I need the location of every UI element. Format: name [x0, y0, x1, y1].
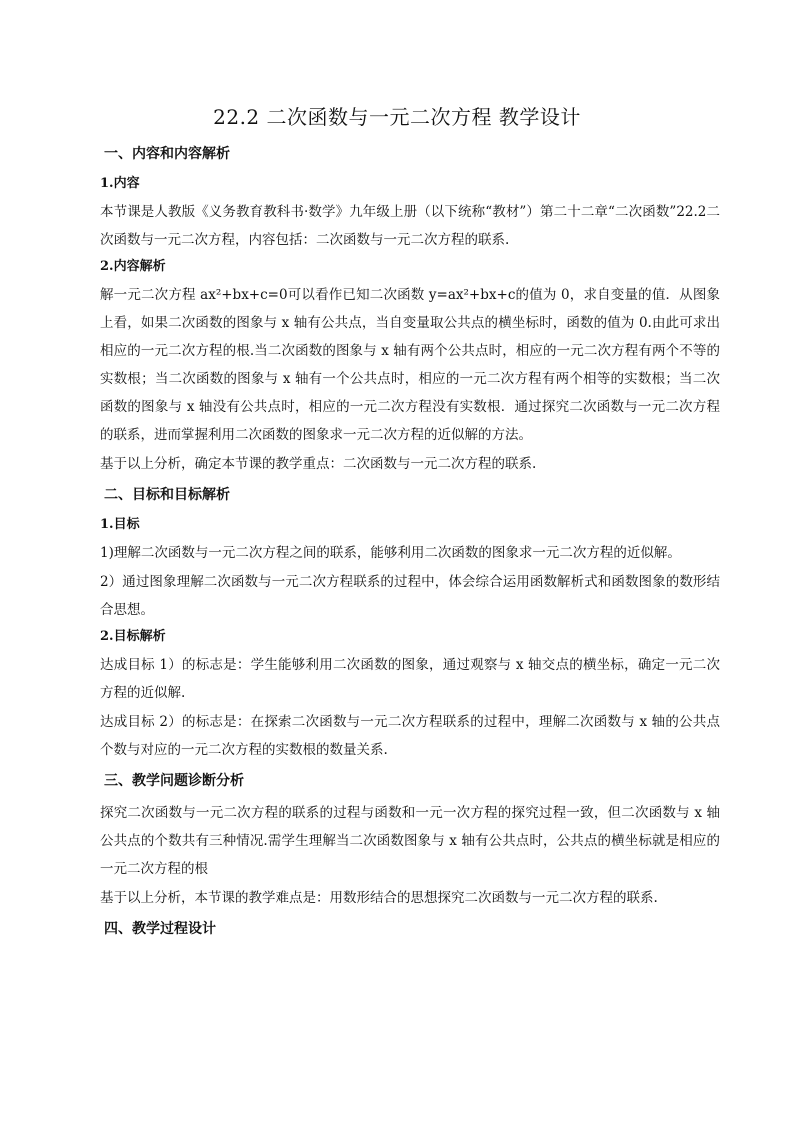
document-title: 22.2 二次函数与一元二次方程 教学设计 — [213, 105, 581, 129]
paragraph-goal-analysis-1: 达成目标 1）的标志是：学生能够利用二次函数的图象，通过观察与 x 轴交点的横坐标，确定一元二次方程的近似解. — [100, 657, 720, 701]
paragraph-goal-1: 1)理解二次函数与一元二次方程之间的联系，能够利用二次函数的图象求一元二次方程的近似解。 — [100, 545, 681, 561]
paragraph-content-analysis: 解一元二次方程 ax²+bx+c=0可以看作已知二次函数 y=ax²+bx+c的值为 0，求自变量的值．从图象上看，如果二次函数的图象与 x 轴有公共点，当自变量取公共点的横坐标时，函数的值为 0.由此可求出相应的一元二次方程的根.当二次函数的图象与 x 轴有两个公共点时，相应的一元二次方程有两个不等的实数根；当二次函数的图象与 x 轴有一个公共点时，相应的一元二次方程有两个相等的实数根；当二次函数的图象与 x 轴没有公共点时，相应的一元二次方程没有实数根．通过探究二次函数与一元二次方程的联系，进而掌握利用二次函数的图象求一元二次方程的近似解的方法。 — [100, 287, 720, 443]
paragraph-problem-diagnosis: 探究二次函数与一元二次方程的联系的过程与函数和一元一次方程的探究过程一致，但二次函数与 x 轴公共点的个数共有三种情况.需学生理解当二次函数图象与 x 轴有公共点时，公共点的横坐标就是相应的一元二次方程的根 — [100, 805, 720, 877]
paragraph-content-description: 本节课是人教版《义务教育教科书·数学》九年级上册（以下统称“教材”）第二十二章“二次函数”22.2二次函数与一元二次方程，内容包括：二次函数与一元二次方程的联系. — [100, 204, 720, 248]
section-heading-problem-diagnosis: 三、教学问题诊断分析 — [104, 773, 244, 789]
subsection-heading-content-analysis: 2.内容解析 — [100, 259, 166, 274]
section-heading-goals: 二、目标和目标解析 — [104, 487, 230, 503]
subsection-heading-content: 1.内容 — [100, 176, 140, 191]
section-heading-content-analysis: 一、内容和内容解析 — [104, 146, 230, 162]
document-body — [100, 142, 720, 947]
paragraph-goal-2: 2）通过图象理解二次函数与一元二次方程联系的过程中，体会综合运用函数解析式和函数图象的数形结合思想。 — [100, 574, 720, 618]
section-heading-teaching-process: 四、教学过程设计 — [104, 921, 216, 937]
subsection-heading-goal-analysis: 2.目标解析 — [100, 629, 166, 644]
paragraph-teaching-difficulty: 基于以上分析，本节课的教学难点是：用数形结合的思想探究二次函数与一元二次方程的联系. — [100, 890, 658, 906]
subsection-heading-goals: 1.目标 — [100, 517, 140, 532]
paragraph-goal-analysis-2: 达成目标 2）的标志是：在探索二次函数与一元二次方程联系的过程中，理解二次函数与 x 轴的公共点个数与对应的一元二次方程的实数根的数量关系. — [100, 714, 720, 758]
paragraph-teaching-focus: 基于以上分析，确定本节课的教学重点：二次函数与一元二次方程的联系. — [100, 456, 537, 472]
